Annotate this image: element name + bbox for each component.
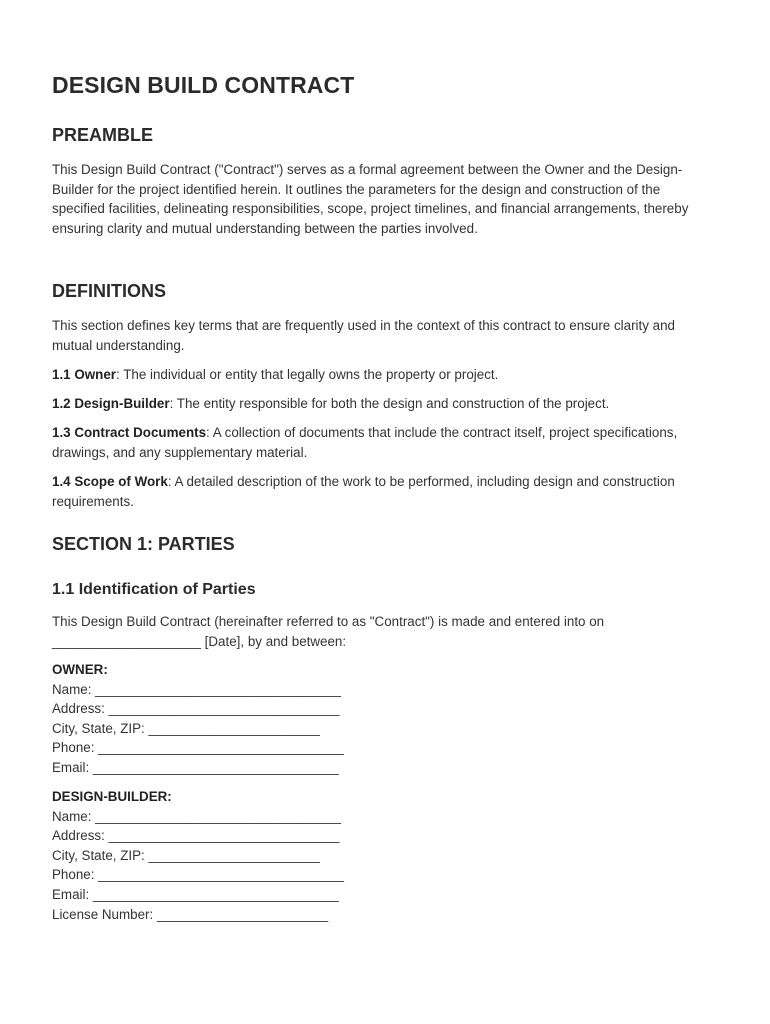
owner-name-field: Name: _________________________________: [52, 681, 341, 697]
definitions-heading: DEFINITIONS: [52, 281, 167, 301]
section1-intro: [52, 612, 712, 651]
definition-item-scope-of-work: [52, 472, 712, 511]
design-builder-label: DESIGN-BUILDER:: [52, 789, 172, 804]
owner-email-field: Email: _________________________________: [52, 759, 339, 775]
owner-block: [52, 660, 712, 778]
definition-item-owner: [52, 365, 712, 385]
definition-text: : The individual or entity that legally owns the property or project.: [116, 367, 499, 382]
definition-item-design-builder: [52, 394, 712, 414]
section1-heading: SECTION 1: PARTIES: [52, 534, 235, 554]
owner-phone-field: Phone: _________________________________: [52, 740, 344, 756]
definitions-intro: This section defines key terms that are frequently used in the context of this contract to ensure clarity and mutual understanding.: [52, 318, 675, 353]
design-builder-block: [52, 787, 712, 924]
design-builder-city-field: City, State, ZIP: _______________________: [52, 847, 320, 863]
definition-term: 1.4 Scope of Work: [52, 474, 168, 489]
design-builder-name-field: Name: _________________________________: [52, 808, 341, 824]
section1-subheading: 1.1 Identification of Parties: [52, 581, 256, 598]
document-title: DESIGN BUILD CONTRACT: [52, 72, 355, 98]
owner-city-field: City, State, ZIP: _______________________: [52, 720, 320, 736]
definition-item-contract-documents: [52, 423, 712, 462]
design-builder-address-field: Address: _______________________________: [52, 828, 340, 844]
definition-text: : A collection of documents that include the contract itself, project specifications, drawings, and any supplementary material.: [52, 425, 678, 460]
definition-text: : The entity responsible for both the design and construction of the project.: [169, 396, 610, 411]
definition-term: 1.3 Contract Documents: [52, 425, 207, 440]
intro-line: This Design Build Contract (hereinafter referred to as "Contract") is made and entered into on: [52, 614, 605, 629]
definition-text: : A detailed description of the work to be performed, including design and construction requirements.: [52, 474, 675, 509]
definition-term: 1.1 Owner: [52, 367, 117, 382]
design-builder-email-field: Email: _________________________________: [52, 886, 339, 902]
intro-date-line: ____________________ [Date], by and between:: [52, 633, 347, 649]
definition-term: 1.2 Design-Builder: [52, 396, 170, 411]
preamble-heading: PREAMBLE: [52, 125, 154, 145]
preamble-text: This Design Build Contract ("Contract") serves as a formal agreement between the Owner and the Design-Builder for the project identified herein. It outlines the parameters for the design and construction of the specified facilities, delineating responsibilities, scope, project timelines, and financial arrangements, thereby ensuring clarity and mutual understanding between the parties involved.: [52, 162, 689, 236]
owner-label: OWNER:: [52, 662, 108, 677]
design-builder-license-field: License Number: _______________________: [52, 906, 329, 922]
design-builder-phone-field: Phone: _________________________________: [52, 867, 344, 883]
owner-address-field: Address: _______________________________: [52, 701, 340, 717]
